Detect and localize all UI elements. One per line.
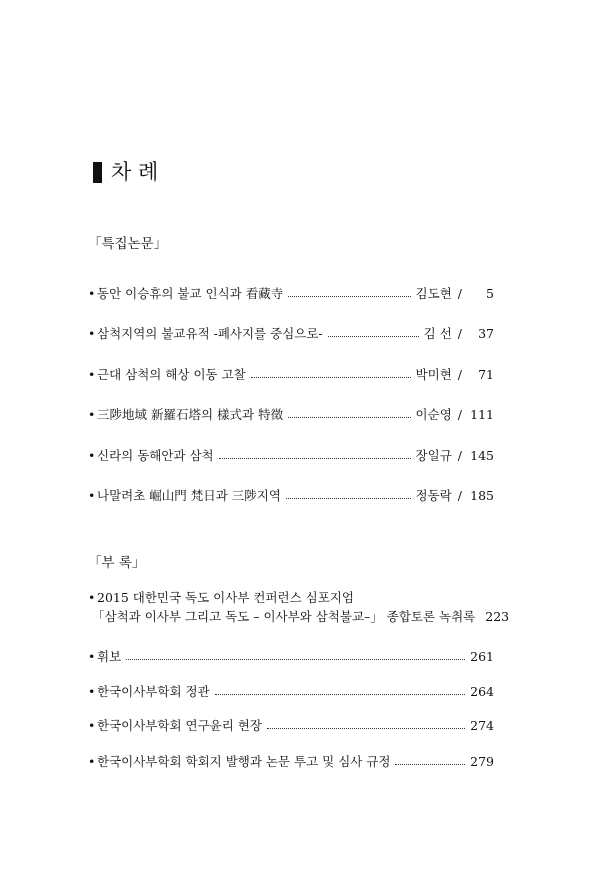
slash-separator: / bbox=[457, 326, 462, 341]
entry-title: 한국이사부학회 연구윤리 현장 bbox=[97, 718, 262, 733]
entry-author: 장일규 bbox=[415, 448, 452, 463]
entry-title: 동안 이승휴의 불교 인식과 看藏寺 bbox=[97, 286, 284, 301]
entry-page: 264 bbox=[470, 684, 494, 699]
bullet-icon: • bbox=[88, 649, 96, 664]
bullet-icon: • bbox=[88, 286, 96, 301]
entry-title: 삼척지역의 불교유적 -폐사지를 중심으로- bbox=[97, 326, 323, 341]
entry-page: 261 bbox=[470, 649, 494, 664]
entry-page: 71 bbox=[478, 367, 494, 382]
entry-title: 신라의 동해안과 삼척 bbox=[97, 448, 214, 463]
entry-title: 나말려초 崛山門 梵日과 三陟지역 bbox=[97, 488, 281, 503]
slash-separator: / bbox=[457, 286, 462, 301]
dot-leader bbox=[286, 498, 411, 499]
slash-separator: / bbox=[457, 448, 462, 463]
special-papers-heading: 「특집논문」 bbox=[88, 236, 168, 252]
entry-title: 한국이사부학회 정관 bbox=[97, 684, 210, 699]
toc-entry[interactable] bbox=[88, 406, 494, 424]
toc-entry-symposium-line2[interactable] bbox=[92, 608, 510, 626]
entry-page: 145 bbox=[470, 448, 494, 463]
entry-author: 김 선 bbox=[423, 326, 452, 341]
entry-page: 274 bbox=[470, 718, 494, 733]
toc-title-text: 차 례 bbox=[111, 160, 159, 184]
toc-entry[interactable] bbox=[88, 648, 494, 666]
bullet-icon: • bbox=[88, 488, 96, 503]
entry-title: 2015 대한민국 독도 이사부 컨퍼런스 심포지엄 bbox=[97, 590, 354, 605]
toc-entry[interactable] bbox=[88, 366, 494, 384]
entry-page: 37 bbox=[478, 326, 494, 341]
dot-leader bbox=[251, 377, 411, 378]
dot-leader bbox=[328, 336, 419, 337]
toc-entry[interactable] bbox=[88, 487, 494, 505]
toc-entry[interactable] bbox=[88, 753, 494, 771]
bullet-icon: • bbox=[88, 754, 96, 769]
slash-separator: / bbox=[457, 488, 462, 503]
entry-page: 279 bbox=[470, 754, 494, 769]
appendix-heading: 「부 록」 bbox=[88, 555, 146, 571]
bullet-icon: • bbox=[88, 407, 96, 422]
entry-author: 김도현 bbox=[415, 286, 452, 301]
entry-page: 111 bbox=[470, 407, 494, 422]
entry-author: 정동락 bbox=[415, 488, 452, 503]
toc-entry[interactable] bbox=[88, 683, 494, 701]
entry-author: 이순영 bbox=[415, 407, 452, 422]
bullet-icon: • bbox=[88, 684, 96, 699]
toc-entry-symposium[interactable] bbox=[88, 589, 494, 607]
title-bar-icon bbox=[93, 162, 102, 183]
toc-entry[interactable] bbox=[88, 285, 494, 303]
entry-author: 박미현 bbox=[415, 367, 452, 382]
slash-separator: / bbox=[457, 407, 462, 422]
toc-title bbox=[93, 158, 158, 186]
dot-leader bbox=[267, 728, 465, 729]
entry-page: 185 bbox=[470, 488, 494, 503]
entry-subtitle: 「삼척과 이사부 그리고 독도 – 이사부와 삼척불교–」 종합토론 녹취록 bbox=[92, 609, 476, 624]
entry-title: 휘보 bbox=[97, 649, 122, 664]
entry-page: 223 bbox=[485, 609, 510, 624]
entry-title: 三陟地域 新羅石塔의 樣式과 特徵 bbox=[97, 407, 284, 422]
bullet-icon: • bbox=[88, 718, 96, 733]
dot-leader bbox=[126, 659, 465, 660]
dot-leader bbox=[215, 694, 465, 695]
bullet-icon: • bbox=[88, 448, 96, 463]
dot-leader bbox=[288, 296, 410, 297]
toc-entry[interactable] bbox=[88, 325, 494, 343]
dot-leader bbox=[395, 764, 465, 765]
dot-leader bbox=[288, 417, 410, 418]
toc-entry[interactable] bbox=[88, 717, 494, 735]
entry-title: 한국이사부학회 학회지 발행과 논문 투고 및 심사 규정 bbox=[97, 754, 391, 769]
bullet-icon: • bbox=[88, 590, 96, 605]
toc-entry[interactable] bbox=[88, 447, 494, 465]
slash-separator: / bbox=[457, 367, 462, 382]
dot-leader bbox=[219, 458, 411, 459]
entry-page: 5 bbox=[486, 286, 494, 301]
entry-title: 근대 삼척의 해상 이동 고찰 bbox=[97, 367, 246, 382]
bullet-icon: • bbox=[88, 367, 96, 382]
bullet-icon: • bbox=[88, 326, 96, 341]
